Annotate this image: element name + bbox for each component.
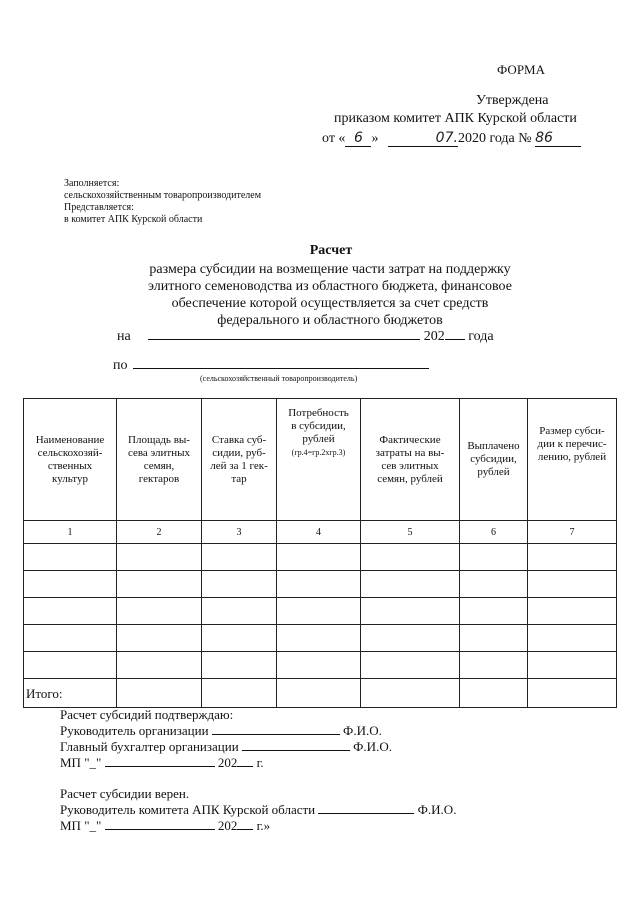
na-label: на <box>117 329 131 344</box>
signature-blank[interactable] <box>212 734 340 735</box>
table-header-row <box>24 399 617 521</box>
verification-heading: Расчет субсидии верен. <box>60 786 190 801</box>
head-signature-row: Руководитель организации Ф.И.О. <box>60 723 382 738</box>
year-text: 202 <box>423 329 445 344</box>
fill-line: Заполняется: <box>64 178 120 189</box>
confirm-heading: Расчет субсидий подтверждаю: <box>60 707 234 722</box>
column-number-row <box>24 521 617 544</box>
order-date-line <box>322 130 581 147</box>
subtitle-line: обеспечение которой осуществляется за счет средств <box>171 296 489 311</box>
year-blank <box>445 339 465 340</box>
committee-signature-row: Руководитель комитета АПК Курской области Ф.И.О. <box>60 802 457 817</box>
calculation-table <box>23 398 617 708</box>
date-mid: » <box>371 131 379 146</box>
producer-caption: (сельскохозяйственный товаропроизводитель) <box>200 374 358 383</box>
total-row <box>24 679 617 708</box>
date-blank[interactable] <box>105 829 215 830</box>
subtitle-line: размера субсидии на возмещение части затрат на поддержку <box>149 262 511 277</box>
date-day: 6 <box>345 130 371 147</box>
column-number: 4 <box>277 521 361 544</box>
document-title: Расчет <box>309 243 353 258</box>
column-number: 1 <box>24 521 117 544</box>
po-label: по <box>113 358 128 373</box>
table-row <box>24 625 617 652</box>
verification-block <box>60 786 456 834</box>
producer-row <box>113 358 429 374</box>
column-number: 7 <box>528 521 617 544</box>
fill-line: в комитет АПК Курской области <box>64 214 203 225</box>
date-month: 07. <box>388 130 458 147</box>
fill-info <box>64 178 261 226</box>
header-cell: Потребность в субсидии, рублей (гр.4=гр.2хгр.3) <box>277 399 361 521</box>
date-year-text: 2020 года № <box>457 131 532 146</box>
period-blank <box>148 339 420 340</box>
producer-blank <box>133 368 429 369</box>
subtitle-line: федерального и областного бюджетов <box>217 313 443 328</box>
total-label: Итого: <box>24 679 117 708</box>
approved-label: Утверждена <box>476 93 549 108</box>
accountant-signature-row: Главный бухгалтер организации Ф.И.О. <box>60 739 392 754</box>
order-line: приказом комитет АПК Курской области <box>334 111 577 126</box>
stamp-row: МП "_" 202 г. <box>60 755 264 770</box>
column-number: 5 <box>361 521 460 544</box>
header-cell: Выплачено субсидии, рублей <box>460 399 528 521</box>
signature-blank[interactable] <box>242 750 350 751</box>
confirmation-block <box>60 707 392 771</box>
stamp-row: МП "_" 202 г.» <box>60 818 271 833</box>
form-label: ФОРМА <box>497 62 545 77</box>
fill-line: Представляется: <box>64 202 134 213</box>
table-row <box>24 544 617 571</box>
order-number: 86 <box>535 130 581 147</box>
year-suffix: года <box>468 329 494 344</box>
header-cell: Наименование сельскохозяй- ственных культур <box>24 399 117 521</box>
period-row <box>117 329 494 345</box>
title-block <box>0 242 640 329</box>
table-row <box>24 571 617 598</box>
column-number: 3 <box>202 521 277 544</box>
header-cell: Ставка суб- сидии, руб- лей за 1 гек- тар <box>202 399 277 521</box>
header-cell: Площадь вы- сева элитных семян, гектаров <box>117 399 202 521</box>
header-cell: Размер субси- дии к перечис- лению, рублей <box>528 399 617 521</box>
subtitle-line: элитного семеноводства из областного бюджета, финансовое <box>148 279 512 294</box>
table-row <box>24 598 617 625</box>
header-cell: Фактические затраты на вы- сев элитных семян, рублей <box>361 399 460 521</box>
table-row <box>24 652 617 679</box>
column-number: 6 <box>460 521 528 544</box>
column-number: 2 <box>117 521 202 544</box>
signature-blank[interactable] <box>318 813 414 814</box>
fill-line: сельскохозяйственным товаропроизводителем <box>64 190 262 201</box>
date-prefix: от « <box>322 131 346 146</box>
date-blank[interactable] <box>105 766 215 767</box>
